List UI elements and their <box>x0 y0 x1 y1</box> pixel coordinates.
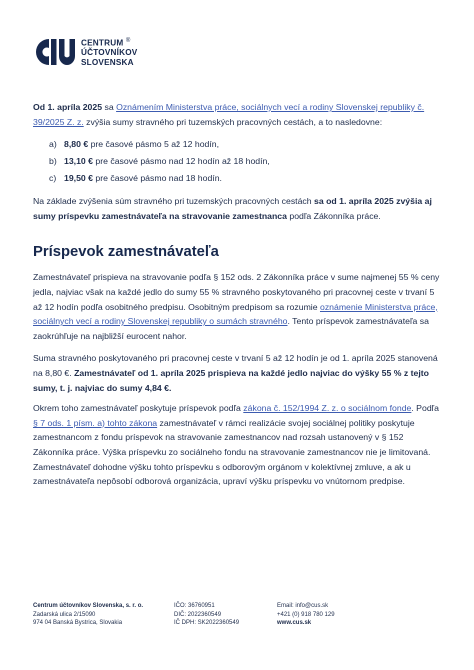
logo-line-3: SLOVENSKA <box>81 57 134 67</box>
para2-text-2: podľa Zákonníka práce. <box>286 210 381 221</box>
social-fund-paragraph <box>33 401 443 489</box>
footer-ico: IČO: 36760951 <box>174 603 215 609</box>
logo-line-1: CENTRUM <box>81 38 124 48</box>
para4-bold: Zamestnávateľ od 1. apríla 2025 prispieva na každé jedlo najviac do výšky 55 % z tejto sumy, t. j. najviac do sumy 4,84 €. <box>33 367 429 393</box>
tier-amount: 13,10 € <box>64 156 93 167</box>
tier-amount: 8,80 € <box>64 139 89 150</box>
allowance-announcement-link[interactable]: oznámenie Ministerstva práce, sociálnych vecí a rodiny Slovenskej republiky o sumách stravného <box>33 301 438 327</box>
footer-registration <box>174 602 239 628</box>
company-logo <box>33 36 137 68</box>
ministry-announcement-link[interactable]: Oznámením Ministerstva práce, sociálnych vecí a rodiny Slovenskej republiky č. 39/2025 Z. z. <box>33 102 425 127</box>
footer-email[interactable]: Email: info@cus.sk <box>277 603 329 609</box>
registered-mark: ® <box>125 37 131 44</box>
section-7-link[interactable]: § 7 ods. 1 písm. a) tohto zákona <box>33 417 158 428</box>
footer-dic: DIČ: 2022360549 <box>174 611 222 618</box>
intro-paragraph <box>33 100 443 129</box>
list-item <box>49 153 443 170</box>
section-heading: Príspevok zamestnávateľa <box>33 244 219 261</box>
para3-text-2: . Tento príspevok zamestnávateľa sa zaokrúhľuje na najbližší eurocent nahor. <box>33 316 429 341</box>
para5-text-3: zamestnávateľ v rámci realizácie svojej sociálnej politiky poskytuje zamestnancom z fondu príspevok na stravovanie zamestnancov nad rozsah ustanovený v § 152 Zákonníka práce. Výška príspevku zo sociálneho fondu na stravovanie zamestnancov nie je limitovaná. Zamestnávateľ dohodne výšku tohto príspevku s odborovým orgánom v kolektívnej zmluve, a ak u zamestnávateľa nepôsobí odborová organizácia, upraví výšku príspevku vo vnútornom predpise. <box>33 417 431 487</box>
intro-text-2: zvýšia sumy stravného pri tuzemských pracovných cestách, a to nasledovne: <box>83 116 383 127</box>
footer-icdph: IČ DPH: SK2022360549 <box>174 620 240 627</box>
para4-text-1: Suma stravného poskytovaného pri pracovnej ceste v trvaní 5 až 12 hodín je od 1. apríla 2025 stanovená na 8,80 €. <box>33 353 438 378</box>
logo-line-2: ÚČTOVNÍKOV <box>81 48 138 58</box>
social-fund-act-link[interactable]: zákona č. 152/1994 Z. z. o sociálnom fonde <box>243 403 412 414</box>
logo-wordmark <box>81 37 137 68</box>
footer-phone: +421 (0) 918 780 129 <box>277 611 335 618</box>
intro-date: Od 1. apríla 2025 <box>33 102 103 112</box>
list-item <box>49 170 443 187</box>
article-body <box>33 100 443 489</box>
para5-text-1: Okrem toho zamestnávateľ poskytuje príspevok podľa <box>33 403 244 414</box>
footer-address <box>33 602 143 628</box>
footer-web[interactable]: www.cus.sk <box>277 620 312 627</box>
list-item <box>49 136 443 153</box>
para3-text-1: Zamestnávateľ prispieva na stravovanie podľa § 152 ods. 2 Zákonníka práce v sume najmenej 55 % ceny jedla, najviac však na každé jedlo do sumy 55 % stravného poskytovaného pri pracovnej ceste v trvaní 5 až 12 hodín podľa osobitného predpisu. Osobitným predpisom sa rozumie <box>33 272 440 312</box>
employer-contribution-paragraph <box>33 270 443 343</box>
tier-text: pre časové pásmo nad 18 hodín. <box>93 173 222 184</box>
tier-text: pre časové pásmo nad 12 hodín až 18 hodín, <box>93 156 270 167</box>
list-index: b) <box>49 156 57 167</box>
tier-amount: 19,50 € <box>64 173 93 184</box>
para2-text-1: Na základe zvýšenia súm stravného pri tuzemských pracovných cestách <box>33 196 315 207</box>
footer-city: 974 04 Banská Bystrica, Slovakia <box>33 620 123 627</box>
list-index: a) <box>49 139 57 150</box>
tier-text: pre časové pásmo 5 až 12 hodín, <box>88 139 220 150</box>
amount-paragraph <box>33 351 443 395</box>
meal-allowance-list <box>49 136 443 187</box>
list-index: c) <box>49 173 57 184</box>
para2-bold: sa od 1. apríla 2025 zvýšia aj sumy príspevku zamestnávateľa na stravovanie zamestnanca <box>33 196 432 221</box>
increase-paragraph <box>33 194 443 223</box>
footer-street: Zadarská ulica 2/15090 <box>33 611 96 618</box>
para5-text-2: . Podľa <box>411 403 440 414</box>
footer-company: Centrum účtovníkov Slovenska, s. r. o. <box>33 603 144 609</box>
footer-contact <box>277 602 335 628</box>
intro-text-1: sa <box>102 102 117 112</box>
logo-mark-icon <box>33 36 77 68</box>
